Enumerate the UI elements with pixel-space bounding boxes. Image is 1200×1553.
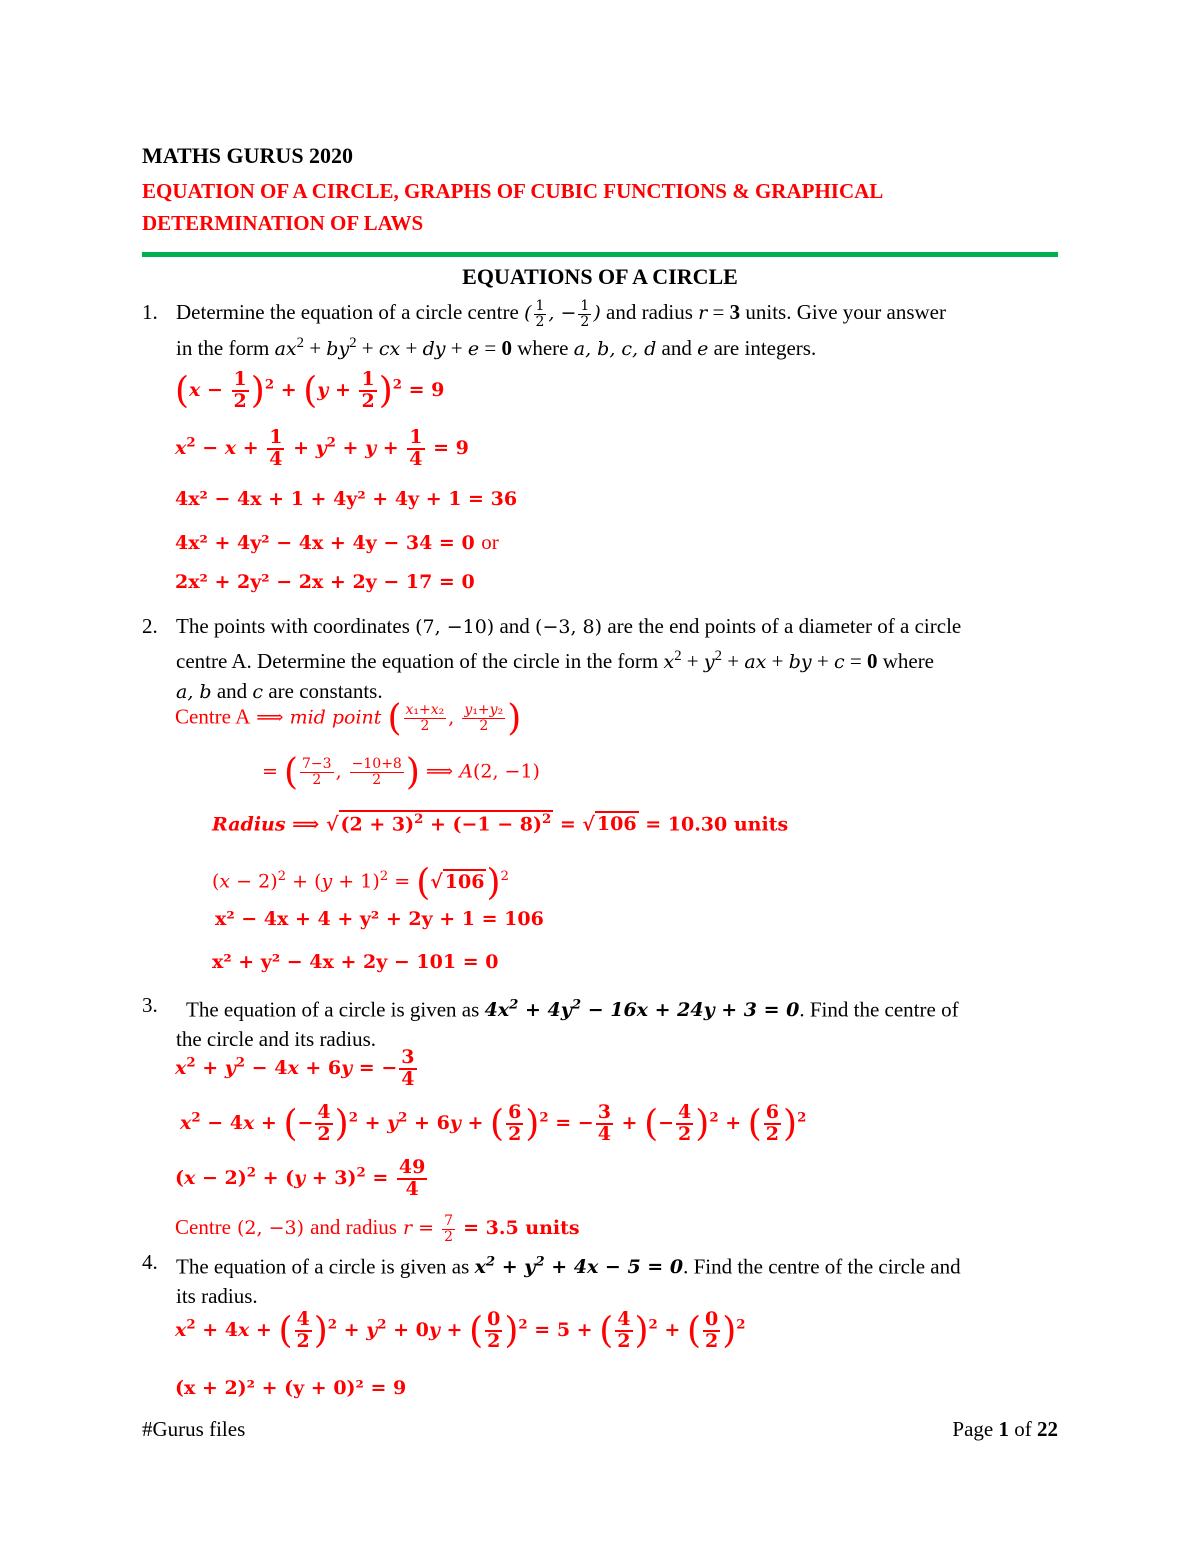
q4-solution-line-2: (x + 2)² + (y + 0)² = 9 [175, 1377, 407, 1399]
q2-radius-line: Radius ⟹ √ $(2 + 3)^2 + (-1 - 8)^2$ = √ 106 = 10.30 units [212, 812, 789, 836]
q3-solution-line-1: $x^2 + y^2 - 4x + 6y$ = − $\frac{3}{4}$ [175, 1046, 415, 1090]
document-title: MATHS GURUS 2020 [142, 143, 354, 168]
section-heading: EQUATIONS OF A CIRCLE [462, 264, 738, 289]
q3-solution-line-2: $x^2 - 4x$ + (− $\frac{4}{2}$ )$^2 + y^2 + 6y$ + ( $\frac{6}{2}$ )$^2$ = − $\frac{3}{4}$ + (− $\frac{4}{2}$ )$^2$ + ( $\frac{6}{2}$ )$^2$ [180, 1101, 807, 1145]
q1-solution-line-3: 4x² − 4x + 1 + 4y² + 4y + 1 = 36 [175, 488, 518, 510]
question-text: The points with coordinates (7, −10) and (−3, 8) are the end points of a diameter of a circle centre A. Determine the equation of the circle in the form $x^2 + y^2$ + ax + by + c = 0 where a, b and c are constants. [176, 614, 962, 703]
q2-solution-line-2: $(x - 2)^2 + (y + 1)^2$ = (√ 106)$^2$ [212, 862, 509, 903]
question-text: Determine the equation of a circle centre ( $\frac{1}{2}$ , − $\frac{1}{2}$ ) and radius r = 3 units. Give your answer in the form $ax^2 + by^2$ + cx + dy + e = 0 where a, b, c, d and e are integers. [176, 297, 946, 361]
q1-solution-line-2: $x^2 - x$ + $\frac{1}{4}$ + $y^2 + y$ + $\frac{1}{4}$ = 9 [175, 426, 469, 470]
q1-solution-line-1: (x − $\frac{1}{2}$ )$^2$ + (y + $\frac{1}{2}$ )$^2$ = 9 [175, 368, 445, 412]
question-number: 2. [142, 614, 158, 638]
q2-solution-line-3: x² − 4x + 4 + y² + 2y + 1 = 106 [215, 908, 544, 930]
question-text: The equation of a circle is given as $4x^2 + 4y^2 - 16x + 24y + 3 = 0$. Find the centre of the circle and its radius. [176, 997, 959, 1052]
question-text: The equation of a circle is given as $x^2 + y^2 + 4x - 5 = 0$. Find the centre of the circle and its radius. [176, 1254, 961, 1309]
document-subtitle: EQUATION OF A CIRCLE, GRAPHS OF CUBIC FUNCTIONS & GRAPHICAL DETERMINATION OF LAWS [142, 179, 883, 235]
q4-solution-line-1: $x^2 + 4x$ + ( $\frac{4}{2}$ )$^2 + y^2 + 0y$ + ( $\frac{0}{2}$ )$^2$ = 5 + ( $\frac{4}{2}$ )$^2$ + ( $\frac{0}{2}$ )$^2$ [175, 1308, 746, 1352]
q2-centre-line: Centre A ⟹ mid point ( $\frac{\text{x₁+x₂}}{2}$ , $\frac{\text{y₁+y₂}}{2}$ ) [175, 698, 522, 739]
green-divider [142, 252, 1058, 257]
q1-solution-line-4: 4x² + 4y² − 4x + 4y − 34 = 0 or [175, 530, 499, 554]
q3-solution-line-3: $(x - 2)^2 + (y + 3)^2$ = $\frac{49}{4}$ [175, 1156, 426, 1200]
q2-solution-line-4: x² + y² − 4x + 2y − 101 = 0 [212, 951, 499, 973]
question-number: 4. [142, 1250, 158, 1274]
q1-solution-line-5: 2x² + 2y² − 2x + 2y − 17 = 0 [175, 571, 475, 593]
question-number: 3. [142, 993, 158, 1017]
question-number: 1. [142, 300, 158, 324]
page-number: Page 1 of 22 [952, 1417, 1058, 1441]
q2-midpoint-line: = ( $\frac{7-3}{2}$ , $\frac{-10+8}{2}$ ) ⟹ A(2, −1) [262, 752, 540, 793]
footer-left: #Gurus files [142, 1417, 246, 1441]
q3-centre-line: Centre (2, −3) and radius r = $\frac{7}{2}$ = 3.5 units [175, 1213, 580, 1245]
